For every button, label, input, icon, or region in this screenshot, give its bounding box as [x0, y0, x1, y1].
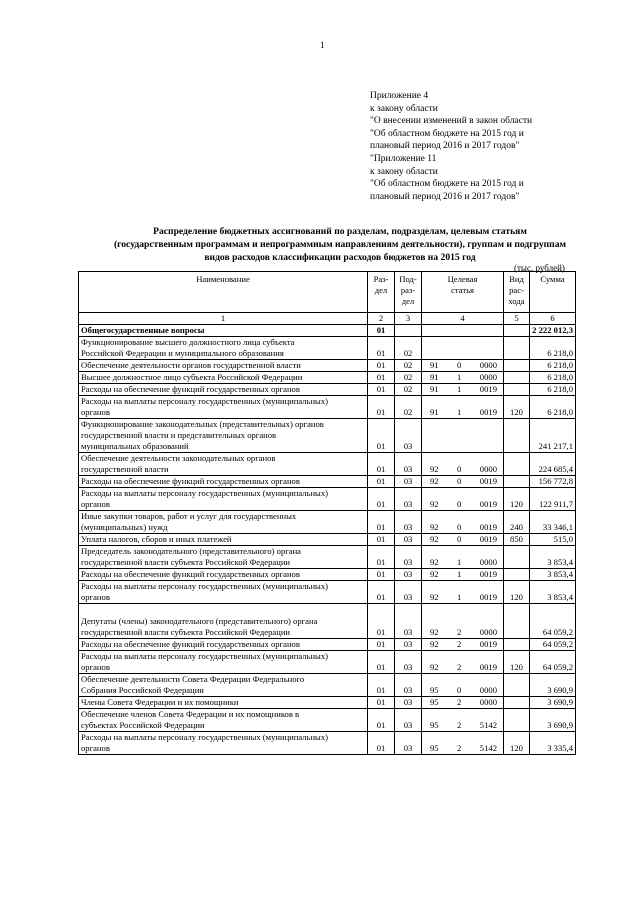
row-vid: 120 [504, 651, 530, 674]
row-name-line: (муниципальных) нужд [81, 522, 168, 532]
row-name [79, 488, 368, 511]
row-vid [504, 419, 530, 453]
row-target-part: 1 [457, 384, 462, 394]
row-target-part: 0 [457, 685, 462, 695]
column-number: 4 [422, 313, 504, 325]
row-target-part: 1 [457, 407, 462, 417]
row-target-part: 92 [430, 522, 439, 532]
row-sum: 3 853,4 [530, 569, 576, 581]
row-name-line: Депутаты (члены) законодательного (представительного) органа [81, 616, 318, 626]
header-vid-line: Вид [509, 274, 524, 284]
row-name-line: Расходы на выплаты персоналу государственных (муниципальных) [81, 651, 328, 661]
table-row [79, 569, 576, 581]
row-target-part: 95 [430, 720, 439, 730]
row-sum: 156 772,8 [530, 476, 576, 488]
row-target-part: 2 [457, 720, 462, 730]
header-sum: Сумма [530, 272, 576, 313]
row-name-line: муниципальных образований [81, 441, 189, 451]
row-sum: 3 853,4 [530, 546, 576, 569]
row-target-part: 0 [457, 522, 462, 532]
row-target-part: 1 [457, 592, 462, 602]
row-target [422, 732, 504, 755]
row-vid [504, 453, 530, 476]
row-target-part: 95 [430, 743, 439, 753]
row-target [422, 360, 504, 372]
row-target-part: 0019 [479, 384, 497, 394]
appendix-line: к закону области [370, 166, 438, 177]
row-target-part: 0019 [479, 592, 497, 602]
row-target [422, 325, 504, 337]
table-row [79, 651, 576, 674]
row-target-part: 2 [457, 743, 462, 753]
row-target-part: 0019 [479, 522, 497, 532]
row-target-part: 92 [430, 662, 439, 672]
column-number: 6 [530, 313, 576, 325]
header-name: Наименование [79, 272, 368, 313]
row-vid: 240 [504, 511, 530, 534]
row-razdel: 01 [368, 651, 395, 674]
row-name-line: Иные закупки товаров, работ и услуг для государственных [81, 511, 297, 521]
row-sum: 64 059,2 [530, 639, 576, 651]
header-vid-line: рас- [509, 285, 524, 295]
row-name-line: органов [81, 592, 110, 602]
row-name [79, 581, 368, 604]
row-target [422, 709, 504, 732]
row-name [79, 569, 368, 581]
row-target-part: 92 [430, 627, 439, 637]
row-target [422, 674, 504, 697]
row-name-line: Расходы на обеспечение функций государственных органов [81, 384, 300, 394]
row-vid [504, 674, 530, 697]
row-sum: 3 690,9 [530, 709, 576, 732]
row-sum: 33 346,1 [530, 511, 576, 534]
page-number: 1 [320, 40, 325, 50]
row-name-line: Расходы на обеспечение функций государственных органов [81, 476, 300, 486]
column-number: 3 [395, 313, 422, 325]
column-number-row [79, 313, 576, 325]
header-vid [504, 272, 530, 313]
table-row [79, 732, 576, 755]
row-name-line: государственной власти [81, 464, 169, 474]
row-target-part: 0 [457, 464, 462, 474]
row-name [79, 476, 368, 488]
row-name-line: Расходы на обеспечение функций государственных органов [81, 639, 300, 649]
row-vid [504, 604, 530, 639]
row-podrazdel: 03 [395, 674, 422, 697]
row-target-part: 92 [430, 464, 439, 474]
appendix-line: плановый период 2016 и 2017 годов" [370, 191, 520, 202]
row-target-part: 0019 [479, 407, 497, 417]
row-name-line: Расходы на обеспечение функций государственных органов [81, 569, 300, 579]
row-sum: 6 218,0 [530, 337, 576, 360]
row-name-line: Уплата налогов, сборов и иных платежей [81, 534, 232, 544]
row-target-part: 0000 [479, 372, 497, 382]
row-podrazdel: 02 [395, 396, 422, 419]
row-razdel: 01 [368, 337, 395, 360]
header-razdel [368, 272, 395, 313]
row-target-part: 0019 [479, 569, 497, 579]
row-podrazdel: 03 [395, 651, 422, 674]
row-vid: 120 [504, 581, 530, 604]
row-target [422, 569, 504, 581]
row-target [422, 604, 504, 639]
row-name [79, 604, 368, 639]
row-vid [504, 337, 530, 360]
row-target [422, 419, 504, 453]
row-vid: 850 [504, 534, 530, 546]
row-target-part: 1 [457, 372, 462, 382]
row-name-line: органов [81, 662, 110, 672]
row-podrazdel: 03 [395, 511, 422, 534]
row-sum: 64 059,2 [530, 651, 576, 674]
row-razdel: 01 [368, 581, 395, 604]
table-row [79, 384, 576, 396]
row-podrazdel: 03 [395, 476, 422, 488]
header-podrazdel-line: дел [401, 296, 415, 306]
row-target [422, 651, 504, 674]
row-name-line: государственной власти и представительных органов [81, 430, 277, 440]
row-vid [504, 709, 530, 732]
row-target-part: 0000 [479, 697, 497, 707]
row-target-part: 0019 [479, 476, 497, 486]
row-name [79, 674, 368, 697]
row-target-part: 5142 [479, 720, 497, 730]
row-target [422, 453, 504, 476]
row-target-part: 0019 [479, 499, 497, 509]
title-line: Распределение бюджетных ассигнований по разделам, подразделам, целевым статьям [153, 226, 527, 237]
row-name-line: Обеспечение деятельности органов государственной власти [81, 360, 301, 370]
budget-table [78, 271, 576, 755]
row-name [79, 697, 368, 709]
row-sum: 3 853,4 [530, 581, 576, 604]
row-razdel: 01 [368, 674, 395, 697]
row-vid [504, 639, 530, 651]
row-name [79, 419, 368, 453]
row-name [79, 651, 368, 674]
row-target-part: 0 [457, 534, 462, 544]
appendix-line: к закону области [370, 103, 438, 114]
row-target-part: 91 [430, 372, 439, 382]
row-razdel: 01 [368, 569, 395, 581]
row-podrazdel: 03 [395, 604, 422, 639]
row-podrazdel: 02 [395, 337, 422, 360]
row-target-part: 91 [430, 384, 439, 394]
row-target-part: 2 [457, 639, 462, 649]
row-target-part: 0000 [479, 464, 497, 474]
table-row [79, 453, 576, 476]
table-row [79, 709, 576, 732]
row-razdel: 01 [368, 325, 395, 337]
row-target-part: 91 [430, 360, 439, 370]
row-podrazdel [395, 325, 422, 337]
row-name-line: Обеспечение деятельности Совета Федерации Федерального [81, 674, 305, 684]
row-name [79, 639, 368, 651]
row-name-line: органов [81, 743, 110, 753]
row-target-part: 0019 [479, 662, 497, 672]
row-target-part: 0 [457, 360, 462, 370]
table-row [79, 372, 576, 384]
row-name [79, 534, 368, 546]
row-target-part: 95 [430, 697, 439, 707]
row-podrazdel: 03 [395, 419, 422, 453]
row-target-part: 1 [457, 569, 462, 579]
row-razdel: 01 [368, 360, 395, 372]
row-target-part: 2 [457, 697, 462, 707]
row-podrazdel: 03 [395, 732, 422, 755]
row-name-line: органов [81, 499, 110, 509]
row-target [422, 337, 504, 360]
row-razdel: 01 [368, 697, 395, 709]
table-row [79, 534, 576, 546]
row-sum: 515,0 [530, 534, 576, 546]
row-name [79, 732, 368, 755]
header-target-line: Целевая [447, 274, 478, 284]
row-vid [504, 384, 530, 396]
row-name-line: Расходы на выплаты персоналу государственных (муниципальных) [81, 581, 328, 591]
row-podrazdel: 03 [395, 697, 422, 709]
row-vid [504, 325, 530, 337]
row-razdel: 01 [368, 396, 395, 419]
table-row [79, 337, 576, 360]
row-razdel: 01 [368, 419, 395, 453]
row-target-part: 0000 [479, 557, 497, 567]
row-target-part: 92 [430, 639, 439, 649]
appendix-line: "Приложение 11 [370, 153, 437, 164]
row-name [79, 546, 368, 569]
row-razdel: 01 [368, 546, 395, 569]
row-vid [504, 569, 530, 581]
row-name-line: органов [81, 407, 110, 417]
row-target [422, 476, 504, 488]
title-line: (государственным программам и непрограммным направлениям деятельности), группам и подгруппам [113, 239, 567, 250]
row-target-part: 92 [430, 592, 439, 602]
row-razdel: 01 [368, 476, 395, 488]
row-target-part: 92 [430, 569, 439, 579]
row-target-part: 5142 [479, 743, 497, 753]
row-name-line: Общегосударственные вопросы [81, 325, 205, 335]
row-target-part: 0019 [479, 534, 497, 544]
row-sum: 2 222 012,3 [530, 325, 576, 337]
row-sum: 3 690,9 [530, 674, 576, 697]
header-target [422, 272, 504, 313]
table-row [79, 674, 576, 697]
row-name-line: Обеспечение членов Совета Федерации и их помощников в [81, 709, 300, 719]
row-name [79, 453, 368, 476]
table-row [79, 546, 576, 569]
row-target-part: 92 [430, 534, 439, 544]
row-sum: 241 217,1 [530, 419, 576, 453]
row-name-line: государственной власти субъекта Российской Федерации [81, 627, 291, 637]
header-podrazdel [395, 272, 422, 313]
row-podrazdel: 02 [395, 360, 422, 372]
row-vid [504, 546, 530, 569]
row-vid [504, 360, 530, 372]
row-razdel: 01 [368, 488, 395, 511]
row-target-part: 0000 [479, 627, 497, 637]
row-target-part: 0 [457, 499, 462, 509]
row-podrazdel: 03 [395, 534, 422, 546]
row-name-line: Собрания Российской Федерации [81, 685, 204, 695]
appendix-line: Приложение 4 [370, 91, 429, 101]
row-podrazdel: 03 [395, 709, 422, 732]
row-vid [504, 697, 530, 709]
row-target-part: 95 [430, 685, 439, 695]
table-row [79, 419, 576, 453]
row-name [79, 396, 368, 419]
table-row [79, 360, 576, 372]
row-razdel: 01 [368, 709, 395, 732]
row-sum: 6 218,0 [530, 360, 576, 372]
row-name-line: Высшее должностное лицо субъекта Российской Федерации [81, 372, 303, 382]
header-razdel-line: Раз- [373, 274, 389, 284]
unit-label: (тыс. рублей) [514, 263, 565, 273]
row-razdel: 01 [368, 453, 395, 476]
row-podrazdel: 02 [395, 384, 422, 396]
appendix-line: "Об областном бюджете на 2015 год и [370, 128, 524, 139]
row-sum: 6 218,0 [530, 396, 576, 419]
row-target [422, 639, 504, 651]
row-vid: 120 [504, 396, 530, 419]
header-podrazdel-line: раз- [400, 285, 416, 295]
row-target [422, 546, 504, 569]
row-target-part: 2 [457, 627, 462, 637]
table-row [79, 639, 576, 651]
row-sum: 6 218,0 [530, 372, 576, 384]
row-name [79, 360, 368, 372]
row-name [79, 337, 368, 360]
column-number: 2 [368, 313, 395, 325]
row-razdel: 01 [368, 511, 395, 534]
row-name-line: Члены Совета Федерации и их помощники [81, 697, 239, 707]
row-target [422, 372, 504, 384]
row-vid [504, 372, 530, 384]
row-razdel: 01 [368, 604, 395, 639]
row-target-part: 1 [457, 557, 462, 567]
row-name [79, 372, 368, 384]
row-podrazdel: 03 [395, 569, 422, 581]
appendix-note [370, 90, 630, 203]
row-name-line: Расходы на выплаты персоналу государственных (муниципальных) [81, 732, 328, 742]
row-name-line: Российской Федерации и муниципального образования [81, 348, 284, 358]
row-name-line: Расходы на выплаты персоналу государственных (муниципальных) [81, 488, 328, 498]
table-header-row [79, 272, 576, 313]
row-podrazdel: 03 [395, 546, 422, 569]
row-vid: 120 [504, 732, 530, 755]
row-podrazdel: 03 [395, 639, 422, 651]
row-sum: 6 218,0 [530, 384, 576, 396]
appendix-line: "О внесении изменений в закон области [370, 116, 533, 127]
column-number: 1 [79, 313, 368, 325]
row-vid: 120 [504, 488, 530, 511]
table-row [79, 511, 576, 534]
row-target [422, 581, 504, 604]
row-sum: 3 335,4 [530, 732, 576, 755]
table-row [79, 697, 576, 709]
row-target [422, 534, 504, 546]
table-row [79, 604, 576, 639]
header-vid-line: хода [508, 296, 525, 306]
title-line: видов расходов классификации расходов бюджетов на 2015 год [204, 252, 476, 263]
appendix-line: "Об областном бюджете на 2015 год и [370, 179, 524, 190]
row-podrazdel: 03 [395, 488, 422, 511]
row-name-line: Функционирование законодательных (представительных) органов [81, 419, 324, 429]
column-number: 5 [504, 313, 530, 325]
row-name-line: Функционирование высшего должностного лица субъекта [81, 337, 295, 347]
row-razdel: 01 [368, 372, 395, 384]
header-razdel-line: дел [374, 285, 388, 295]
row-target [422, 511, 504, 534]
row-target-part: 92 [430, 499, 439, 509]
row-name [79, 325, 368, 337]
row-target-part: 0000 [479, 360, 497, 370]
row-name [79, 709, 368, 732]
row-name-line: Обеспечение деятельности законодательных органов [81, 453, 276, 463]
document-title [60, 225, 620, 264]
row-podrazdel: 03 [395, 453, 422, 476]
row-podrazdel: 03 [395, 581, 422, 604]
row-razdel: 01 [368, 384, 395, 396]
appendix-line: плановый период 2016 и 2017 годов" [370, 141, 520, 152]
row-target-part: 0019 [479, 639, 497, 649]
row-target [422, 384, 504, 396]
row-razdel: 01 [368, 534, 395, 546]
row-name [79, 384, 368, 396]
table-row [79, 476, 576, 488]
row-target [422, 697, 504, 709]
row-podrazdel: 02 [395, 372, 422, 384]
header-podrazdel-line: Под- [399, 274, 417, 284]
row-razdel: 01 [368, 639, 395, 651]
table-row [79, 488, 576, 511]
row-target-part: 0000 [479, 685, 497, 695]
row-target-part: 92 [430, 557, 439, 567]
row-name-line: государственной власти субъекта Российской Федерации [81, 557, 291, 567]
header-target-line: статья [451, 285, 474, 295]
row-sum: 224 685,4 [530, 453, 576, 476]
row-target [422, 488, 504, 511]
row-name-line: Расходы на выплаты персоналу государственных (муниципальных) [81, 396, 328, 406]
row-sum: 64 059,2 [530, 604, 576, 639]
row-target [422, 396, 504, 419]
row-target-part: 92 [430, 476, 439, 486]
row-vid [504, 476, 530, 488]
table-row [79, 396, 576, 419]
row-name-line: Председатель законодательного (представительного) органа [81, 546, 301, 556]
row-name [79, 511, 368, 534]
row-sum: 3 690,9 [530, 697, 576, 709]
table-row [79, 581, 576, 604]
row-name-line: субъектах Российской Федерации [81, 720, 205, 730]
row-target-part: 91 [430, 407, 439, 417]
row-target-part: 0 [457, 476, 462, 486]
row-sum: 122 911,7 [530, 488, 576, 511]
row-target-part: 2 [457, 662, 462, 672]
row-razdel: 01 [368, 732, 395, 755]
table-row [79, 325, 576, 337]
